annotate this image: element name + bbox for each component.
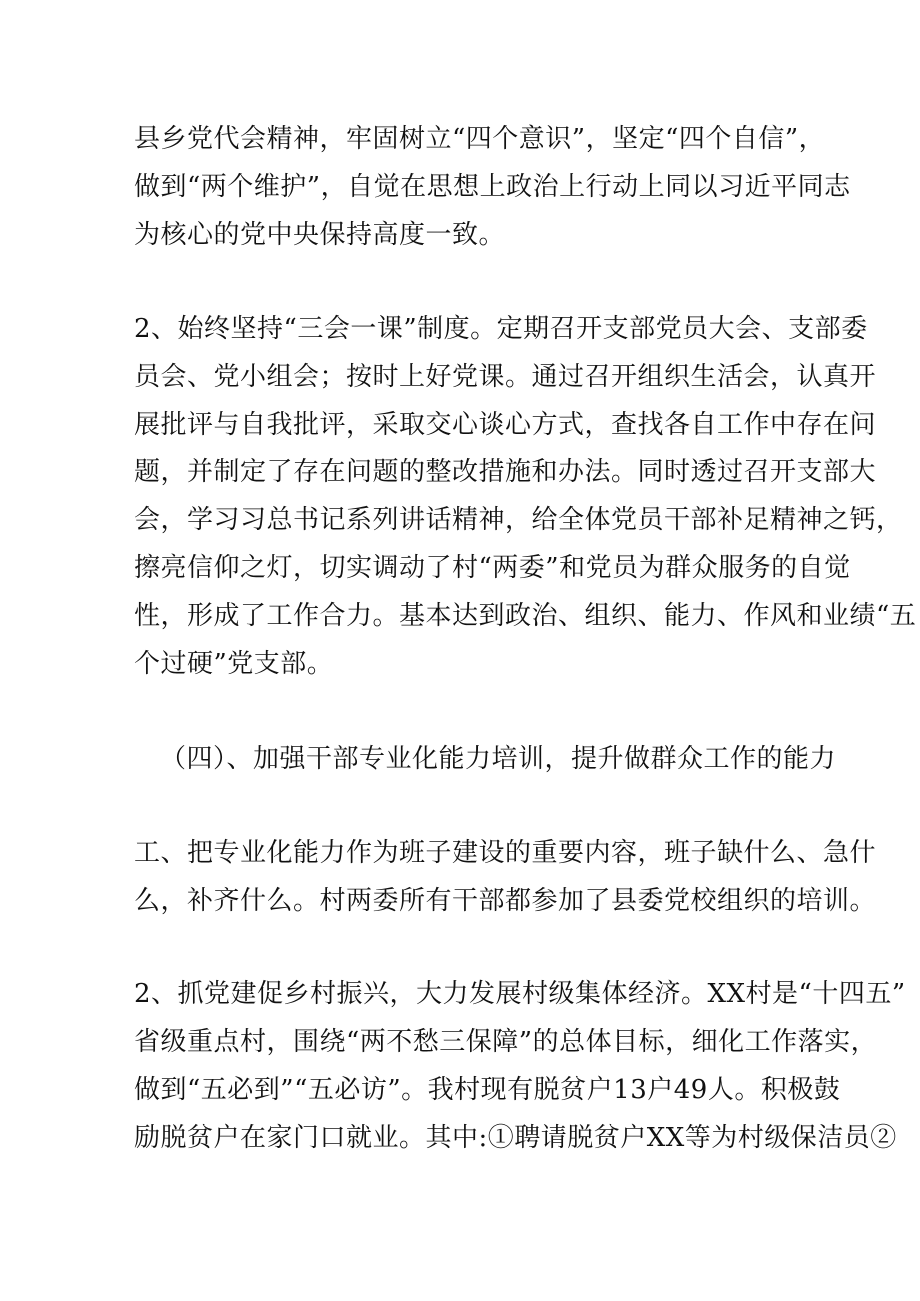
paragraph-3-line-2: 么，补齐什么。村两委所有干部都参加了县委党校组织的培训。 [134, 886, 877, 916]
paragraph-4-line-1: 2、抓党建促乡村振兴，大力发展村级集体经济。XX村是“十四五” [134, 979, 906, 1009]
paragraph-2-line-5: 会，学习习总书记系列讲话精神，给全体党员干部补足精神之钙， [134, 505, 903, 535]
paragraph-1-line-1: 县乡党代会精神，牢固树立“四个意识”，坚定“四个自信”， [134, 124, 826, 154]
paragraph-4-line-3: 做到“五必到”“五必访”。我村现有脱贫户13户49人。积极鼓 [134, 1075, 841, 1105]
paragraph-2-line-4: 题，并制定了存在问题的整改措施和办法。同时透过召开支部大 [134, 457, 877, 487]
paragraph-2-line-6: 擦亮信仰之灯，切实调动了村“两委”和党员为群众服务的自觉 [134, 553, 851, 583]
paragraph-4-line-2: 省级重点村，围绕“两不愁三保障”的总体目标，细化工作落实， [134, 1027, 878, 1057]
paragraph-2-line-8: 个过硬”党支部。 [134, 649, 334, 679]
paragraph-1-line-2: 做到“两个维护”，自觉在思想上政治上行动上同以习近平同志 [134, 172, 851, 202]
paragraph-2-line-1: 2、始终坚持“三会一课”制度。定期召开支部党员大会、支部委 [134, 314, 868, 344]
paragraph-4-line-4: 励脱贫户在家门口就业。其中:①聘请脱贫户XX等为村级保洁员② [134, 1123, 897, 1153]
paragraph-3-line-1: 工、把专业化能力作为班子建设的重要内容，班子缺什么、急什 [134, 838, 877, 868]
paragraph-2-line-7: 性，形成了工作合力。基本达到政治、组织、能力、作风和业绩“五 [134, 601, 917, 631]
paragraph-2-line-2: 员会、党小组会；按时上好党课。通过召开组织生活会，认真开 [134, 362, 877, 392]
paragraph-2-line-3: 展批评与自我批评，采取交心谈心方式，查找各自工作中存在问 [134, 410, 877, 440]
paragraph-1-line-3: 为核心的党中央保持高度一致。 [134, 220, 506, 250]
section-heading: （四）、加强干部专业化能力培训，提升做群众工作的能力 [160, 744, 837, 774]
